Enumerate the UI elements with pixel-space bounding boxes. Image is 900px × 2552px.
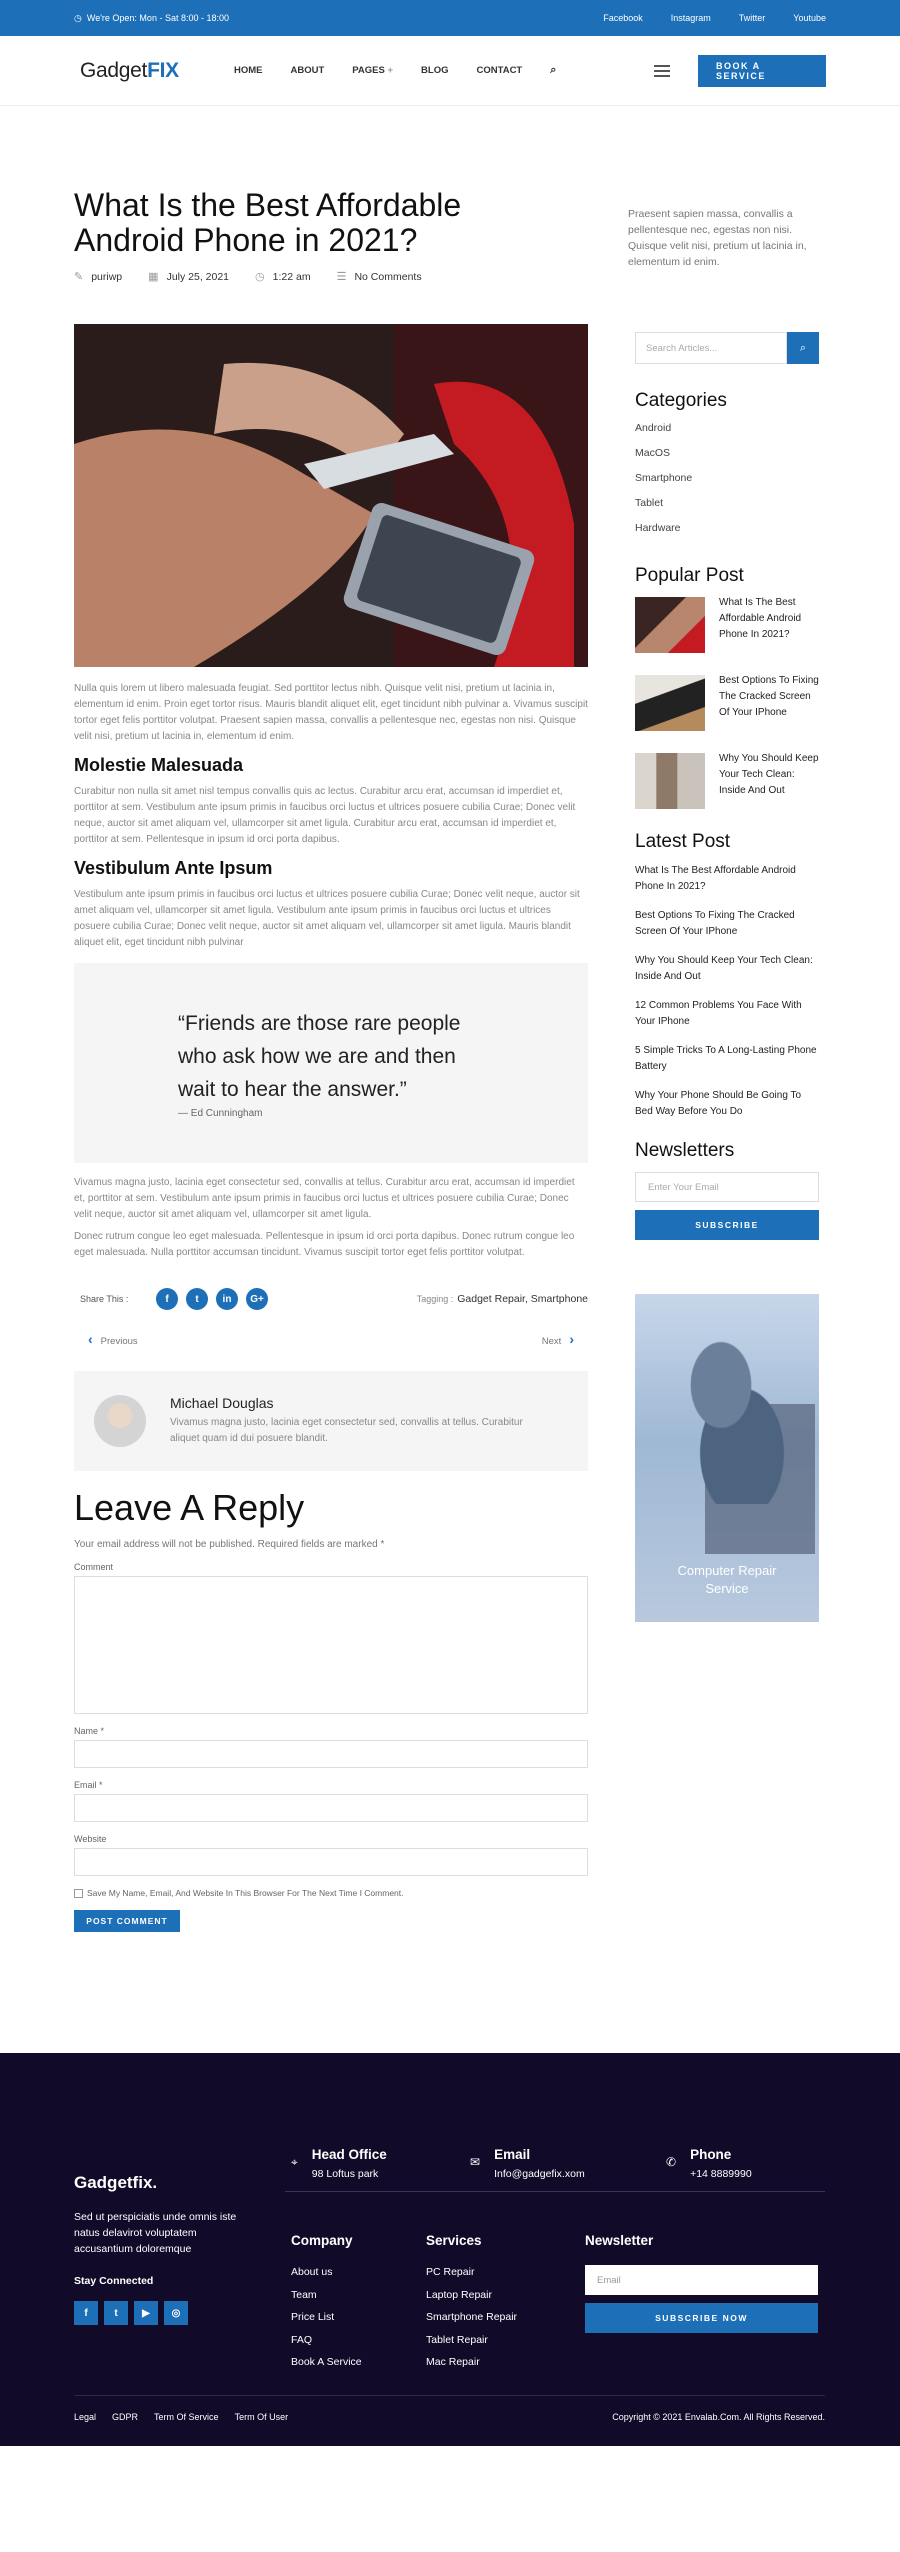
map-pin-icon: ⌖ — [291, 2155, 298, 2169]
phone-contact — [666, 2147, 752, 2180]
nav-pages-label: PAGES — [352, 65, 385, 76]
hero-excerpt: Praesent sapien massa, convallis a pellentesque nec, egestas non nisi. Quisque velit nisi, pretium ut lacinia in, elementum id enim. — [628, 208, 807, 268]
footer-services — [426, 2233, 517, 2379]
clock-icon: ◷ — [74, 12, 82, 23]
terms-of-service-link[interactable]: Term Of Service — [154, 2412, 219, 2422]
post-title: What Is the Best Affordable Android Phone in 2021? — [74, 187, 462, 258]
menu — [234, 64, 556, 77]
copyright: Copyright © 2021 Envalab.Com. All Rights Reserved. — [612, 2412, 825, 2422]
footer-email-input[interactable]: Email — [585, 2265, 818, 2295]
popular-title: Popular Post — [635, 565, 744, 586]
gdpr-link[interactable]: GDPR — [112, 2412, 139, 2422]
chevron-left-icon: ‹ — [88, 1331, 93, 1347]
paragraph-5: Donec rutrum congue leo eget malesuada. Pellentesque in ipsum id orci porta dapibus. Donec rutrum congue leo eget malesuada. Nulla porttitor accumsan tincidunt. Vivamus suscipit tortor eget felis porttitor volutpat. — [74, 1231, 575, 1258]
latest-post-link[interactable]: What Is The Best Affordable Android Phone In 2021? — [635, 865, 796, 892]
subscribe-button[interactable]: SUBSCRIBE — [635, 1210, 819, 1240]
logo-text: Gadget — [80, 58, 148, 82]
popular-thumbnail — [635, 597, 705, 653]
paragraph-4: Vivamus magna justo, lacinia eget consectetur sed, convallis at tellus. Curabitur arcu erat, accumsan id imperdiet et, porttitor at sem. Vestibulum ante ipsum primis in faucibus orci luctus et ultrices posuere cubilia Curae; Donec velit neque, auctor sit amet aliquam vel, ullamcorper sit amet ligula. — [74, 1177, 575, 1220]
footer-newsletter-title: Newsletter — [585, 2233, 654, 2248]
sidebar — [635, 332, 819, 1622]
search-icon[interactable]: ⌕ — [550, 64, 557, 76]
post-featured-image — [74, 324, 588, 667]
linkedin-share-icon[interactable]: in — [216, 1288, 238, 1310]
save-info-checkbox[interactable] — [74, 1888, 588, 1898]
chevron-right-icon: › — [569, 1331, 574, 1347]
previous-label: Previous — [100, 1336, 138, 1347]
footer-divider — [285, 2191, 825, 2192]
latest-post-link[interactable]: 12 Common Problems You Face With Your IPhone — [635, 1000, 802, 1027]
tags-label: Tagging : — [416, 1294, 454, 1304]
category-tablet[interactable]: Tablet — [635, 497, 664, 509]
category-android[interactable]: Android — [635, 422, 672, 434]
post-navigation — [74, 1329, 588, 1349]
envelope-icon: ✉ — [470, 2155, 481, 2169]
opening-hours — [74, 13, 229, 24]
search-button[interactable] — [787, 332, 819, 364]
share-bar — [74, 1287, 588, 1311]
plus-icon: + — [387, 65, 394, 76]
phone-title: Phone — [690, 2147, 732, 2162]
blockquote — [74, 963, 588, 1163]
post-tags — [417, 1293, 588, 1305]
post-comment-button[interactable]: POST COMMENT — [74, 1910, 180, 1932]
office-title: Head Office — [311, 2147, 387, 2162]
share-label: Share This : — [80, 1294, 129, 1304]
next-label: Next — [541, 1336, 562, 1347]
categories-title: Categories — [635, 390, 727, 411]
facebook-link[interactable]: Facebook — [603, 13, 643, 23]
post-header — [74, 188, 514, 283]
youtube-icon[interactable]: ▶ — [134, 2301, 158, 2325]
opening-hours-text: We're Open: Mon - Sat 8:00 - 18:00 — [86, 13, 229, 23]
newsletter-email-input[interactable]: Enter Your Email — [635, 1172, 819, 1202]
tags-links[interactable]: Gadget Repair, Smartphone — [457, 1293, 588, 1305]
quote-text: “Friends are those rare people who ask how we are and then wait to hear the answer.” — [178, 1012, 461, 1101]
latest-post-link[interactable]: Best Options To Fixing The Cracked Screen Of Your IPhone — [635, 910, 795, 937]
services-title: Services — [426, 2233, 482, 2248]
footer-link[interactable]: Laptop Repair — [426, 2288, 492, 2301]
subscribe-now-button[interactable]: SUBSCRIBE NOW — [585, 2303, 818, 2333]
post-content — [74, 324, 588, 1932]
top-bar — [0, 0, 900, 36]
footer-bottom — [74, 2412, 825, 2422]
post-author[interactable]: puriwp — [91, 270, 123, 283]
twitter-share-icon[interactable]: t — [186, 1288, 208, 1310]
logo-accent: FIX — [147, 58, 179, 82]
post-date: July 25, 2021 — [166, 270, 230, 283]
name-field[interactable] — [74, 1740, 588, 1768]
youtube-link[interactable]: Youtube — [793, 13, 826, 23]
author-bio: Vivamus magna justo, lacinia eget consectetur sed, convallis at tellus. Curabitur aliquet quam id dui posuere blandit. — [170, 1417, 523, 1444]
author-box — [74, 1371, 588, 1471]
office-contact — [291, 2147, 387, 2180]
footer-link[interactable]: Smartphone Repair — [426, 2311, 518, 2323]
book-service-button[interactable]: BOOK A SERVICE — [698, 55, 826, 87]
next-post-link[interactable] — [542, 1331, 582, 1347]
post-comments[interactable]: No Comments — [354, 270, 422, 283]
latest-post-link[interactable]: Why You Should Keep Your Tech Clean: Inside And Out — [635, 955, 813, 982]
search-icon: ⌕ — [799, 341, 807, 354]
footer-link[interactable]: Book A Service — [291, 2356, 362, 2368]
author-name[interactable]: Michael Douglas — [170, 1395, 274, 1411]
comment-label: Comment — [74, 1562, 114, 1572]
computer-repair-banner[interactable] — [635, 1294, 819, 1622]
previous-post-link[interactable] — [80, 1331, 138, 1347]
nav-home[interactable]: HOME — [234, 65, 263, 76]
google-plus-share-icon[interactable]: G+ — [246, 1288, 268, 1310]
category-smartphone[interactable]: Smartphone — [635, 472, 693, 484]
footer-description: Sed ut perspiciatis unde omnis iste natus delavirot voluptatem accusantium doloremque — [74, 2211, 237, 2255]
popular-thumbnail — [635, 753, 705, 809]
footer-social — [74, 2301, 244, 2325]
reply-title: Leave A Reply — [74, 1487, 305, 1528]
popular-post[interactable] — [635, 675, 819, 731]
banner-title: Computer Repair Service — [677, 1563, 777, 1596]
phone-number[interactable]: +14 8889990 — [690, 2168, 752, 2180]
footer-link[interactable]: Mac Repair — [426, 2356, 480, 2368]
email-title: Email — [494, 2147, 531, 2162]
technician-image — [665, 1334, 805, 1504]
sidebar-search — [635, 332, 819, 364]
footer-link[interactable]: Team — [291, 2288, 317, 2301]
facebook-share-icon[interactable]: f — [156, 1288, 178, 1310]
legal-link[interactable]: Legal — [74, 2412, 97, 2422]
popular-post[interactable] — [635, 753, 819, 809]
reply-form — [74, 1487, 588, 1932]
twitter-icon[interactable]: t — [104, 2301, 128, 2325]
nav-contact[interactable]: CONTACT — [476, 65, 523, 76]
email-label: Email * — [74, 1780, 103, 1790]
latest-post-link[interactable]: 5 Simple Tricks To A Long-Lasting Phone Battery — [635, 1045, 817, 1072]
instagram-link[interactable]: Instagram — [670, 13, 711, 23]
site-footer — [0, 2053, 900, 2446]
main-nav — [0, 36, 900, 106]
paragraph-3: Vestibulum ante ipsum primis in faucibus orci luctus et ultrices posuere cubilia Curae; Donec velit neque, auctor sit amet aliquam vel, ullamcorper sit amet ligula. Vestibulum ante ipsum primis in faucibus orci luctus et ultrices posuere cubilia Curae; Donec velit neque, auctor sit amet aliquam vel, ullamcorper sit amet ligula. Mauris blandit aliquet elit, eget tincidunt nibh pulvinar — [74, 889, 580, 948]
popular-thumbnail — [635, 675, 705, 731]
paragraph-1: Nulla quis lorem ut libero malesuada feugiat. Sed porttitor lectus nibh. Quisque velit nisi, pretium ut lacinia in, elementum id enim. Proin eget tortor risus. Mauris blandit aliquet elit, eget tincidunt nibh pulvinar a. Vivamus suscipit tortor eget felis porttitor volutpat. Praesent sapien massa, convallis a pellentesque nec, egestas non nisi. Quisque velit nisi, pretium ut lacinia in, elementum id enim. — [74, 683, 588, 742]
category-hardware[interactable]: Hardware — [635, 522, 681, 534]
popular-post-title: What Is The Best Affordable Android Phone In 2021? — [719, 597, 802, 640]
company-title: Company — [291, 2233, 353, 2248]
nav-pages[interactable] — [352, 65, 393, 76]
website-label: Website — [74, 1834, 107, 1844]
nav-blog[interactable]: BLOG — [421, 65, 449, 76]
footer-link[interactable]: About us — [291, 2266, 333, 2278]
terms-of-user-link[interactable]: Term Of User — [234, 2412, 289, 2422]
hamburger-icon[interactable] — [654, 65, 670, 77]
email-field[interactable] — [74, 1794, 588, 1822]
footer-bottom-divider — [74, 2395, 825, 2396]
calendar-icon: ▦ — [148, 271, 159, 283]
reply-note: Your email address will not be published. Required fields are marked * — [74, 1539, 385, 1550]
footer-link[interactable]: PC Repair — [426, 2266, 475, 2278]
website-field[interactable] — [74, 1848, 588, 1876]
facebook-icon[interactable]: f — [74, 2301, 98, 2325]
post-time: 1:22 am — [272, 270, 311, 283]
comment-field[interactable] — [74, 1576, 588, 1714]
footer-link[interactable]: Price List — [291, 2311, 335, 2323]
clock-icon: ◷ — [255, 271, 265, 283]
top-social-links — [575, 13, 826, 23]
newsletter-title: Newsletters — [635, 1140, 735, 1161]
popular-post-title: Best Options To Fixing The Cracked Screen Of Your IPhone — [719, 675, 819, 718]
office-address: 98 Loftus park — [311, 2168, 379, 2180]
instagram-icon[interactable]: ◎ — [164, 2301, 188, 2325]
footer-logo[interactable]: Gadgetfix. — [74, 2173, 158, 2192]
section-heading-1: Molestie Malesuada — [74, 755, 244, 775]
phone-icon: ✆ — [666, 2155, 677, 2169]
pencil-icon: ✎ — [74, 271, 84, 283]
paragraph-2: Curabitur non nulla sit amet nisl tempus convallis quis ac lectus. Curabitur arcu erat, accumsan id imperdiet et, porttitor at sem. Vestibulum ante ipsum primis in faucibus orci luctus et ultrices posuere cubilia Curae; Donec velit neque, auctor sit amet aliquam vel, ullamcorper sit amet ligula. Curabitur arcu erat, accumsan id imperdiet et, porttitor at sem. Pellentesque in ipsum id orci porta dapibus. — [74, 786, 576, 845]
checkbox-icon[interactable] — [74, 1889, 83, 1898]
latest-title: Latest Post — [635, 831, 731, 852]
latest-post-link[interactable]: Why Your Phone Should Be Going To Bed Way Before You Do — [635, 1090, 802, 1117]
footer-link[interactable]: Tablet Repair — [426, 2333, 488, 2346]
save-info-label: Save My Name, Email, And Website In This Browser For The Next Time I Comment. — [87, 1888, 404, 1898]
footer-newsletter — [585, 2233, 653, 2266]
search-input[interactable]: Search Articles... — [635, 332, 787, 364]
email-contact — [470, 2147, 585, 2180]
category-macos[interactable]: MacOS — [635, 447, 671, 459]
footer-link[interactable]: FAQ — [291, 2333, 313, 2346]
name-label: Name * — [74, 1726, 105, 1736]
footer-brand — [74, 2173, 244, 2325]
footer-company — [291, 2233, 362, 2379]
email-address[interactable]: Info@gadgefix.xom — [494, 2168, 585, 2180]
stay-connected-label: Stay Connected — [74, 2275, 154, 2287]
author-avatar — [94, 1395, 146, 1447]
section-heading-2: Vestibulum Ante Ipsum — [74, 858, 273, 878]
post-meta — [74, 270, 514, 283]
site-logo[interactable] — [80, 59, 234, 83]
nav-about[interactable]: ABOUT — [290, 65, 325, 76]
twitter-link[interactable]: Twitter — [738, 13, 766, 23]
quote-author: — Ed Cunningham — [178, 1108, 263, 1119]
popular-post-title: Why You Should Keep Your Tech Clean: Inside And Out — [719, 753, 819, 796]
comment-icon: ☰ — [336, 271, 347, 283]
popular-post[interactable] — [635, 597, 819, 653]
